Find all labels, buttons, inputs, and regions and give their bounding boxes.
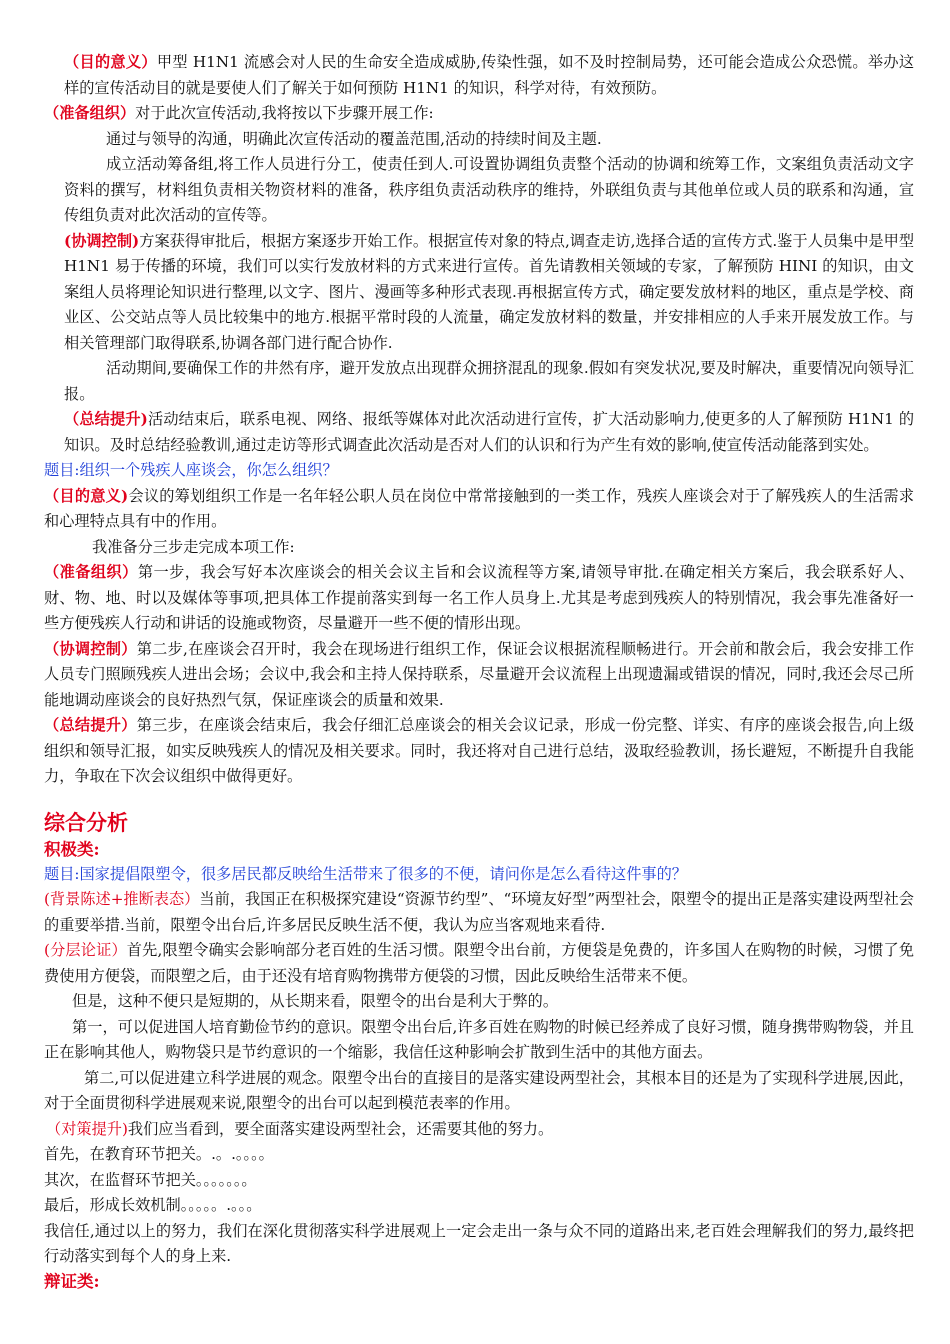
paragraph-background <box>44 887 914 938</box>
paragraph-summary-1 <box>44 407 914 458</box>
paragraph-however <box>44 989 914 1015</box>
section-title: 综合分析 <box>44 809 128 835</box>
question-text: 题目:组织一个残疾人座谈会，你怎么组织？ <box>44 461 338 479</box>
document-page <box>44 50 914 1294</box>
question-2 <box>44 862 914 888</box>
paragraph-text: 第一，可以促进国人培育勤俭节约的意识。限塑令出台后,许多百姓在购物的时候已经养成了良好习惯，随身携带购物袋，并且正在影响其他人，购物袋只是节约意识的一个缩影，我信任这种影响会扩散到生活中的其他方面去。 <box>44 1017 914 1061</box>
paragraph-prepare-2 <box>44 560 914 637</box>
paragraph-text: 会议的筹划组织工作是一名年轻公职人员在岗位中常常接触到的一类工作，残疾人座谈会对于了解残疾人的生活需求和心理特点具有中的作用。 <box>44 486 915 530</box>
label-background: (背景陈述+推断表态） <box>44 890 200 908</box>
paragraph-text: 第二,可以促进建立科学进展的观念。限塑令出台的直接目的是落实建设两型社会，其根本目的还是为了实现科学进展,因此，对于全面贯彻科学进展观来说,限塑令的出台可以起到模范表率的作用。 <box>44 1068 914 1112</box>
paragraph-purpose-1 <box>44 50 914 101</box>
paragraph-text: 我信任,通过以上的努力，我们在深化贯彻落实科学进展观上一定会走出一条与众不同的道路出来,老百姓会理解我们的努力,最终把行动落实到每个人的身上来. <box>44 1221 914 1265</box>
paragraph-text: 我准备分三步走完成本项工作: <box>92 537 295 556</box>
paragraph-text: 活动期间,要确保工作的井然有序，避开发放点出现群众拥挤混乱的现象.假如有突发状况,要及时解决，重要情况向领导汇报。 <box>64 359 914 403</box>
label-prepare: （准备组织） <box>44 563 138 581</box>
label-summary: （总结提升) <box>64 410 148 428</box>
paragraph-communicate <box>44 127 914 153</box>
paragraph-text: 方案获得审批后，根据方案逐步开始工作。根据宣传对象的特点,调查走访,选择合适的宣传方式.鉴于人员集中是甲型 H1N1 易于传播的环境，我们可以实行发放材料的方式来进行宣传。首先请教相关领域的专家，了解预防 HINI 的知识，由文案组人员将理论知识进行整理,以文字、图片、漫画等多种形式表现.再根据宣传方式，确定要发放材料的地区，重点是学校、商业区、公交站点等人员比较集中的地方.根据平常时段的人流量，确定发放材料的数量，并安排相应的人手来开展发放工作。与相关管理部门取得联系,协调各部门进行配合协作. <box>64 231 915 352</box>
label-prepare: （准备组织） <box>44 104 136 122</box>
paragraph-layered <box>44 938 914 989</box>
label-purpose: （目的意义) <box>44 486 129 505</box>
subsection-positive: 积极类: <box>44 839 100 859</box>
label-purpose: （目的意义） <box>64 53 157 71</box>
paragraph-during-event <box>44 356 914 407</box>
paragraph-text: 第一步，我会写好本次座谈会的相关会议主旨和会议流程等方案,请领导审批.在确定相关方案后，我会联系好人、财、物、地、时以及媒体等事项,把具体工作提前落实到每一名工作人员身上.尤其是考虑到残疾人的特别情况，我会事先准备好一些方便残疾人行动和讲话的设施或物资，尽量避开一些不便的情形出现。 <box>44 563 915 632</box>
paragraph-text: 其次，在监督环节把关。。。。。。。 <box>44 1170 257 1189</box>
paragraph-conclusion <box>44 1219 914 1270</box>
paragraph-text: 成立活动筹备组,将工作人员进行分工，使责任到人.可设置协调组负责整个活动的协调和统筹工作，文案组负责活动文字资料的撰写，材料组负责相关物资材料的准备，秩序组负责活动秩序的维持，外联组负责与其他单位或人员的联系和沟通，宣传组负责对此次活动的宣传等。 <box>64 155 914 224</box>
paragraph-coordinate-2 <box>44 637 914 714</box>
paragraph-text: 活动结束后，联系电视、网络、报纸等媒体对此次活动进行宣传，扩大活动影响力,使更多的人了解预防 H1N1 的知识。及时总结经验教训,通过走访等形式调查此次活动是否对人们的认识和行为产生有效的影响,使宣传活动能落到实处。 <box>64 410 915 454</box>
paragraph-text: 第三步，在座谈会结束后，我会仔细汇总座谈会的相关会议记录，形成一份完整、详实、有序的座谈会报告,向上级组织和领导汇报，如实反映残疾人的情况及相关要求。同时，我还将对自己进行总结，汲取经验教训，扬长避短，不断提升自我能力，争取在下次会议组织中做得更好。 <box>44 716 915 785</box>
paragraph-text: 我们应当看到，要全面落实建设两型社会，还需要其他的努力。 <box>127 1119 554 1138</box>
paragraph-organize <box>44 152 914 229</box>
paragraph-second <box>44 1066 914 1117</box>
label-coordinate: （协调控制） <box>44 639 137 658</box>
paragraph-text: 甲型 H1N1 流感会对人民的生命安全造成威胁,传染性强，如不及时控制局势，还可能会造成公众恐慌。举办这样的宣传活动目的就是要使人们了解关于如何预防 H1N1 的知识，科学对待，有效预防。 <box>64 53 915 97</box>
paragraph-coordinate-1 <box>44 229 914 357</box>
paragraph-text: 但是，这种不便只是短期的，从长期来看，限塑令的出台是利大于弊的。 <box>72 992 558 1010</box>
paragraph-summary-2 <box>44 713 914 790</box>
paragraph-text: 最后，形成长效机制。。。。。.。。。 <box>44 1196 262 1214</box>
label-summary: （总结提升） <box>44 716 137 734</box>
question-text: 题目:国家提倡限塑令，很多居民都反映给生活带来了很多的不便，请问你是怎么看待这件事的？ <box>44 864 687 883</box>
paragraph-purpose-2 <box>44 484 914 535</box>
list-item-firstly <box>44 1142 914 1168</box>
label-countermeasure: （对策提升) <box>46 1119 128 1138</box>
paragraph-countermeasure <box>44 1117 914 1143</box>
paragraph-text: 首先,限塑令确实会影响部分老百姓的生活习惯。限塑令出台前，方便袋是免费的，许多国人在购物的时候，习惯了免费使用方便袋，而限塑之后，由于还没有培育购物携带方便袋的习惯，因此反映给生活带来不便。 <box>44 941 915 985</box>
question-1 <box>44 458 914 484</box>
list-item-secondly <box>44 1168 914 1194</box>
list-item-finally <box>44 1193 914 1219</box>
subsection-dialectic: 辩证类: <box>44 1271 100 1291</box>
paragraph-text: 首先，在教育环节把关。.。.。。。。 <box>44 1145 274 1163</box>
paragraph-text: 第二步,在座谈会召开时，我会在现场进行组织工作，保证会议根据流程顺畅进行。开会前和散会后，我会安排工作人员专门照顾残疾人进出会场；会议中,我会和主持人保持联系，尽量避开会议流程上出现遗漏或错误的情况，同时,我还会尽己所能地调动座谈会的良好热烈气氛，保证座谈会的质量和效果. <box>44 639 915 709</box>
paragraph-three-steps <box>44 535 914 561</box>
label-layered: (分层论证） <box>44 941 127 959</box>
paragraph-text: 当前，我国正在积极探究建设“资源节约型”、“环境友好型”两型社会，限塑令的提出正是落实建设两型社会的重要举措.当前，限塑令出台后,许多居民反映生活不便，我认为应当客观地来看待. <box>44 890 914 934</box>
paragraph-prepare-1 <box>44 101 914 127</box>
paragraph-text: 通过与领导的沟通，明确此次宣传活动的覆盖范围,活动的持续时间及主题. <box>106 129 602 148</box>
paragraph-text: 对于此次宣传活动,我将按以下步骤开展工作: <box>135 104 434 122</box>
label-coordinate: (协调控制) <box>64 231 140 250</box>
paragraph-first <box>44 1015 914 1066</box>
